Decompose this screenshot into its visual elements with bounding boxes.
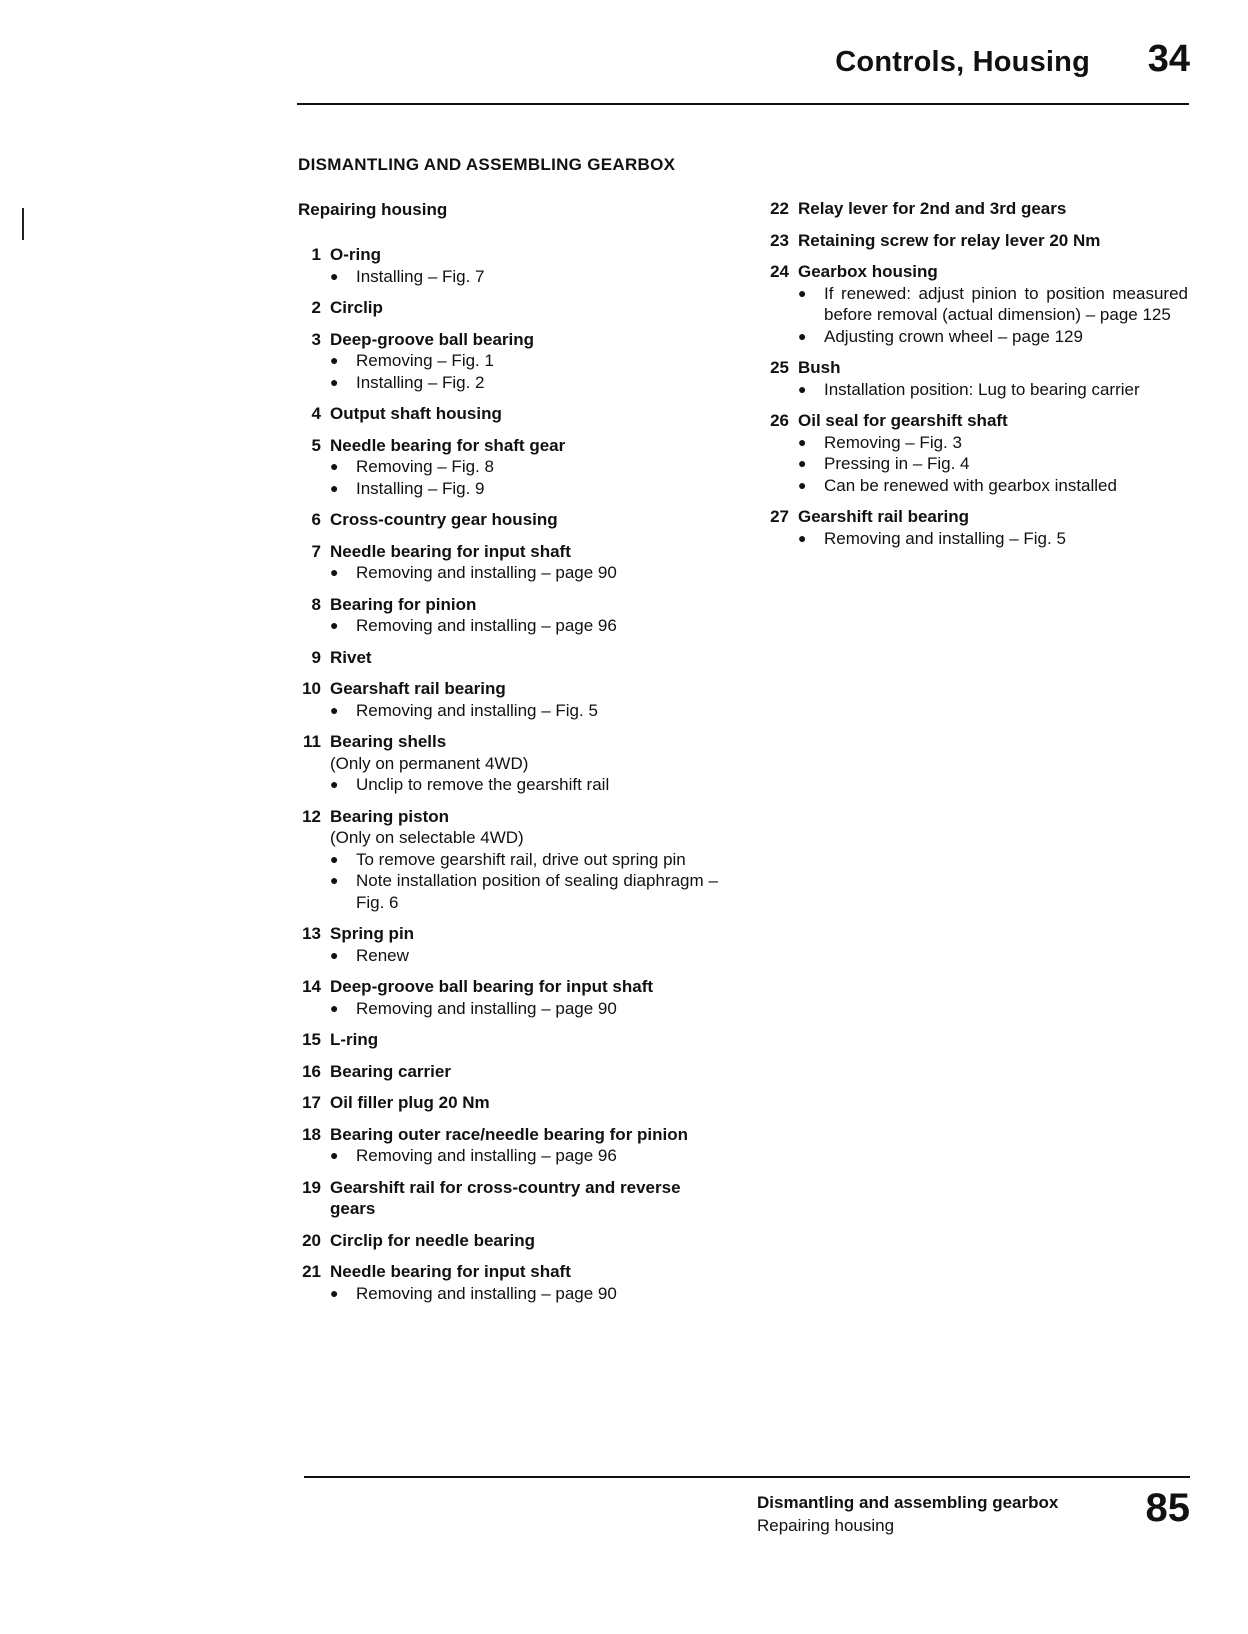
- bullet-point: [798, 326, 1188, 348]
- bullet-icon: ●: [330, 872, 339, 888]
- bullet-text: To remove gearshift rail, drive out spring pin: [356, 849, 686, 869]
- item-body: [798, 198, 1188, 220]
- item-title: Needle bearing for input shaft: [330, 1262, 571, 1281]
- list-item: [298, 509, 718, 531]
- margin-mark: [22, 208, 24, 240]
- bullet-point: [330, 562, 718, 584]
- item-number: 2: [311, 298, 321, 317]
- item-number: 9: [311, 647, 321, 667]
- bullet-text: Removing – Fig. 8: [356, 457, 494, 476]
- item-title: Bush: [798, 358, 841, 377]
- list-item: [298, 1092, 718, 1114]
- bullet-icon: ●: [330, 1284, 339, 1301]
- bullet-point: [330, 945, 718, 967]
- bullet-point: [330, 1145, 718, 1167]
- item-body: [798, 357, 1188, 400]
- item-title: Gearshift rail for cross-country and reverse gears: [330, 1177, 681, 1218]
- item-number: 18: [302, 1124, 321, 1144]
- item-number: 24: [770, 262, 789, 281]
- bullet-text: Installing – Fig. 7: [356, 266, 485, 286]
- item-body: [330, 244, 718, 287]
- chapter-title: Controls, Housing: [835, 46, 1090, 78]
- list-item: [298, 435, 718, 500]
- item-body: [330, 329, 718, 394]
- bullet-icon: ●: [330, 373, 339, 390]
- bullet-point: [798, 379, 1188, 401]
- item-body: [330, 1124, 718, 1167]
- list-item: [298, 594, 718, 637]
- item-body: [330, 509, 718, 531]
- bullet-text: Pressing in – Fig. 4: [824, 454, 970, 473]
- bullet-text: Removing and installing – Fig. 5: [356, 700, 598, 720]
- item-title: O-ring: [330, 245, 381, 264]
- item-body: [330, 403, 718, 425]
- bullet-text: Removing – Fig. 1: [356, 351, 494, 370]
- section-title: DISMANTLING AND ASSEMBLING GEARBOX: [298, 155, 676, 174]
- item-title: Bearing for pinion: [330, 594, 477, 614]
- bullet-icon: ●: [798, 433, 807, 450]
- bullet-icon: ●: [798, 284, 807, 301]
- bullet-text: Removing and installing – Fig. 5: [824, 528, 1066, 548]
- bullet-point: [798, 283, 1188, 326]
- item-title: Gearshaft rail bearing: [330, 679, 506, 698]
- list-item: [762, 506, 1188, 549]
- item-note: (Only on permanent 4WD): [330, 753, 529, 773]
- bullet-point: [330, 350, 718, 372]
- bullet-text: If renewed: adjust pinion to position measured before removal (actual dimension) – page 125: [824, 283, 1188, 324]
- bullet-text: Removing and installing – page 96: [356, 616, 617, 635]
- chapter-number: 34: [1147, 38, 1190, 80]
- list-item: [298, 329, 718, 394]
- item-title: Bearing outer race/needle bearing for pinion: [330, 1124, 689, 1144]
- footer-subtitle: Repairing housing: [757, 1516, 895, 1535]
- bullet-icon: ●: [330, 458, 339, 474]
- list-item: [298, 1261, 718, 1304]
- item-number: 19: [302, 1177, 321, 1197]
- bullet-icon: ●: [798, 529, 807, 546]
- list-item: [298, 806, 718, 914]
- list-item: [762, 410, 1188, 496]
- bullet-text: Removing and installing – page 90: [356, 563, 617, 582]
- item-title: Cross-country gear housing: [330, 510, 558, 529]
- list-item: [298, 678, 718, 721]
- bullet-point: [330, 456, 718, 478]
- item-body: [330, 923, 718, 966]
- item-title: Gearshift rail bearing: [798, 507, 969, 526]
- item-title: Oil seal for gearshift shaft: [798, 411, 1008, 430]
- bullet-point: [330, 849, 718, 871]
- list-item: [298, 923, 718, 966]
- bullet-icon: ●: [798, 476, 807, 493]
- item-number: 13: [302, 924, 321, 943]
- item-title: Rivet: [330, 647, 372, 667]
- bullet-icon: ●: [330, 850, 339, 867]
- item-body: [798, 410, 1188, 496]
- list-item: [298, 244, 718, 287]
- bullet-point: [798, 453, 1188, 475]
- item-number: 23: [770, 230, 789, 250]
- item-number: 17: [302, 1093, 321, 1112]
- item-number: 1: [311, 245, 321, 264]
- item-body: [798, 506, 1188, 549]
- parts-list-left: [298, 244, 718, 1314]
- item-number: 25: [770, 358, 789, 377]
- bullet-text: Note installation position of sealing diaphragm – Fig. 6: [356, 871, 718, 912]
- item-body: [330, 1230, 718, 1252]
- item-title: Relay lever for 2nd and 3rd gears: [798, 199, 1067, 218]
- item-body: [330, 647, 718, 669]
- item-title: Deep-groove ball bearing: [330, 329, 535, 349]
- bullet-icon: ●: [330, 617, 339, 633]
- list-item: [298, 541, 718, 584]
- item-title: Oil filler plug 20 Nm: [330, 1093, 490, 1112]
- item-body: [330, 1092, 718, 1114]
- list-item: [298, 1230, 718, 1252]
- item-number: 4: [311, 404, 321, 423]
- item-body: [798, 230, 1188, 252]
- bullet-icon: ●: [330, 1147, 339, 1163]
- item-title: Bearing carrier: [330, 1061, 451, 1081]
- item-body: [798, 261, 1188, 347]
- item-number: 8: [311, 594, 321, 614]
- list-item: [762, 261, 1188, 347]
- list-item: [762, 198, 1188, 220]
- item-number: 11: [303, 732, 321, 751]
- item-body: [330, 1177, 718, 1220]
- bullet-point: [798, 432, 1188, 454]
- item-number: 22: [770, 199, 789, 218]
- list-item: [298, 403, 718, 425]
- bullet-icon: ●: [330, 701, 339, 718]
- item-body: [330, 594, 718, 637]
- item-number: 27: [770, 507, 789, 526]
- item-body: [330, 806, 718, 914]
- bullet-icon: ●: [330, 564, 339, 580]
- list-item: [298, 1124, 718, 1167]
- item-body: [330, 297, 718, 319]
- list-item: [762, 357, 1188, 400]
- item-note: (Only on selectable 4WD): [330, 828, 524, 847]
- bullet-text: Removing and installing – page 90: [356, 1283, 617, 1303]
- item-number: 16: [302, 1061, 321, 1081]
- item-title: Deep-groove ball bearing for input shaft: [330, 977, 654, 996]
- bullet-icon: ●: [330, 999, 339, 1016]
- bullet-point: [330, 372, 718, 394]
- bullet-text: Adjusting crown wheel – page 129: [824, 326, 1083, 346]
- item-number: 20: [302, 1230, 321, 1250]
- item-number: 5: [311, 435, 321, 455]
- item-title: Bearing shells: [330, 732, 447, 751]
- item-title: Needle bearing for input shaft: [330, 541, 571, 561]
- bullet-icon: ●: [330, 352, 339, 368]
- item-body: [330, 731, 718, 796]
- item-title: Spring pin: [330, 924, 415, 943]
- bullet-point: [330, 615, 718, 637]
- item-number: 14: [302, 977, 321, 996]
- bullet-point: [330, 266, 718, 288]
- bullet-point: [330, 870, 718, 913]
- bullet-icon: ●: [330, 479, 339, 496]
- bullet-icon: ●: [330, 267, 339, 284]
- footer-rule: [304, 1476, 1190, 1478]
- list-item: [298, 647, 718, 669]
- item-number: 12: [302, 806, 321, 826]
- bullet-point: [330, 700, 718, 722]
- bullet-icon: ●: [330, 946, 339, 963]
- parts-list-right: [762, 198, 1188, 559]
- bullet-text: Can be renewed with gearbox installed: [824, 475, 1117, 495]
- item-number: 15: [302, 1030, 321, 1049]
- item-number: 7: [311, 541, 321, 561]
- item-body: [330, 1261, 718, 1304]
- bullet-text: Removing and installing – page 90: [356, 998, 617, 1018]
- header-rule: [297, 103, 1189, 105]
- item-number: 21: [302, 1262, 321, 1281]
- bullet-text: Renew: [356, 945, 409, 965]
- bullet-icon: ●: [798, 455, 807, 471]
- item-number: 26: [770, 411, 789, 430]
- item-title: Retaining screw for relay lever 20 Nm: [798, 230, 1101, 250]
- item-body: [330, 1029, 718, 1051]
- footer-title: Dismantling and assembling gearbox: [757, 1493, 1059, 1512]
- item-body: [330, 678, 718, 721]
- bullet-point: [330, 478, 718, 500]
- bullet-point: [330, 774, 718, 796]
- bullet-point: [330, 1283, 718, 1305]
- item-title: Output shaft housing: [330, 404, 502, 423]
- list-item: [298, 731, 718, 796]
- list-item: [762, 230, 1188, 252]
- item-body: [330, 976, 718, 1019]
- bullet-icon: ●: [330, 776, 339, 792]
- item-title: L-ring: [330, 1030, 379, 1049]
- bullet-point: [798, 528, 1188, 550]
- item-title: Gearbox housing: [798, 262, 938, 281]
- bullet-icon: ●: [798, 380, 807, 397]
- bullet-icon: ●: [798, 327, 807, 344]
- item-number: 6: [311, 510, 321, 529]
- list-item: [298, 1029, 718, 1051]
- item-body: [330, 541, 718, 584]
- bullet-point: [798, 475, 1188, 497]
- bullet-text: Removing – Fig. 3: [824, 432, 962, 452]
- item-body: [330, 435, 718, 500]
- bullet-text: Installation position: Lug to bearing carrier: [824, 379, 1140, 399]
- bullet-text: Installing – Fig. 2: [356, 372, 485, 392]
- item-body: [330, 1061, 718, 1083]
- bullet-text: Installing – Fig. 9: [356, 478, 485, 498]
- item-title: Circlip for needle bearing: [330, 1230, 535, 1250]
- item-title: Circlip: [330, 298, 383, 317]
- list-item: [298, 976, 718, 1019]
- list-item: [298, 1061, 718, 1083]
- subsection-title: Repairing housing: [298, 200, 448, 219]
- list-item: [298, 297, 718, 319]
- bullet-text: Removing and installing – page 96: [356, 1146, 617, 1165]
- bullet-text: Unclip to remove the gearshift rail: [356, 775, 610, 794]
- item-number: 10: [302, 679, 321, 698]
- item-title: Bearing piston: [330, 806, 450, 826]
- bullet-point: [330, 998, 718, 1020]
- item-title: Needle bearing for shaft gear: [330, 435, 566, 455]
- list-item: [298, 1177, 718, 1220]
- page-number: 85: [1145, 1486, 1190, 1530]
- item-number: 3: [311, 329, 321, 349]
